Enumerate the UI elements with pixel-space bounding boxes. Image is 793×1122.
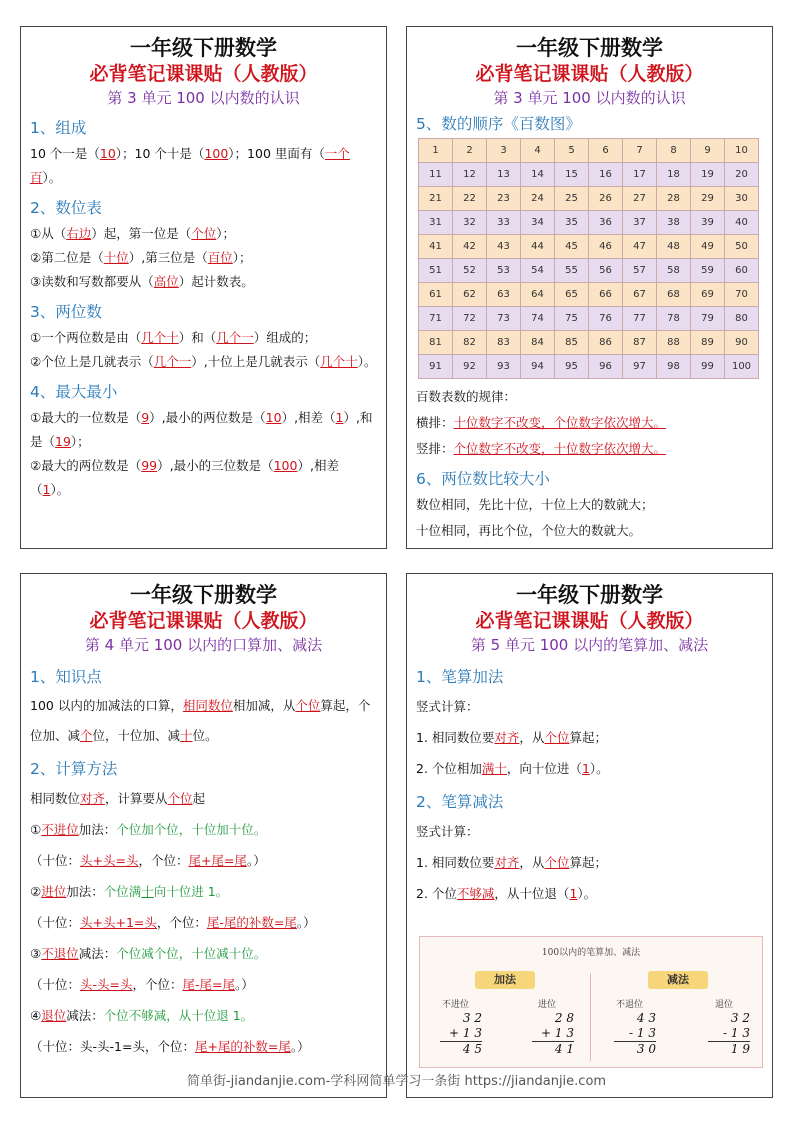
hundred-chart-cell: 28 (657, 187, 691, 211)
hundred-chart-cell: 32 (453, 211, 487, 235)
hundred-chart-cell: 46 (589, 235, 623, 259)
hundred-chart-cell: 31 (419, 211, 453, 235)
hundred-chart-cell: 60 (725, 259, 759, 283)
hundred-chart-cell: 53 (487, 259, 521, 283)
hundred-chart-cell: 8 (657, 139, 691, 163)
hundred-chart-cell: 68 (657, 283, 691, 307)
hundred-chart-cell: 45 (555, 235, 589, 259)
hundred-chart-cell: 12 (453, 163, 487, 187)
hundred-chart-cell: 71 (419, 307, 453, 331)
place-value-line-2: ②第二位是（十位）,第三位是（百位）； (30, 250, 252, 265)
hundred-chart-cell: 74 (521, 307, 555, 331)
hundred-chart-cell: 47 (623, 235, 657, 259)
hundred-chart-cell: 96 (589, 355, 623, 379)
hundred-chart-cell: 86 (589, 331, 623, 355)
method-line-3: ③不退位减法：个位减个位，十位减十位。 (30, 946, 267, 961)
calc-example-1: 3 2 + 1 3 4 5 (440, 1011, 482, 1057)
hundred-chart-cell: 35 (555, 211, 589, 235)
hundred-chart-cell: 59 (691, 259, 725, 283)
hundred-chart-cell: 90 (725, 331, 759, 355)
label-no-borrow: 不退位 (616, 1000, 644, 1010)
hundred-chart-cell: 22 (453, 187, 487, 211)
hundred-chart-cell: 70 (725, 283, 759, 307)
hundred-chart-cell: 73 (487, 307, 521, 331)
calc-example-4: 3 2 - 1 3 1 9 (708, 1011, 750, 1057)
section-method: 2、计算方法 (30, 760, 118, 778)
hundred-chart-cell: 58 (657, 259, 691, 283)
max-min-line-1: ①最大的一位数是（9）,最小的两位数是（10）,相差（1）,和是（19）； (30, 410, 373, 449)
card-unit4 (20, 573, 387, 1098)
hundred-chart-cell: 72 (453, 307, 487, 331)
hundred-chart-cell: 34 (521, 211, 555, 235)
card-unit5 (406, 573, 773, 1098)
vertical-calculation-illustration (419, 936, 763, 1068)
method-line-2: ②进位加法：个位满十向十位进 1。 (30, 884, 229, 899)
hundred-chart-cell: 2 (453, 139, 487, 163)
hundred-chart-cell: 36 (589, 211, 623, 235)
hundred-chart-cell: 78 (657, 307, 691, 331)
section-max-min: 4、最大最小 (30, 383, 118, 401)
hundred-chart-row (419, 355, 759, 379)
method-rule-3: （十位：头-头=头，个位：尾-尾=尾。） (30, 977, 254, 992)
card-title: 一年级下册数学 (516, 35, 663, 60)
hundred-chart-cell: 93 (487, 355, 521, 379)
hundred-chart-row (419, 283, 759, 307)
hundred-chart-cell: 81 (419, 331, 453, 355)
hundred-chart-cell: 85 (555, 331, 589, 355)
hundred-chart-cell: 43 (487, 235, 521, 259)
hundred-chart-cell: 37 (623, 211, 657, 235)
hundred-chart-cell: 92 (453, 355, 487, 379)
section-composition: 1、组成 (30, 119, 87, 137)
knowledge-text: 100 以内的加减法的口算，相同数位相加减，从个位算起，个位加、减个位，十位加、减十位。 (30, 698, 371, 743)
hundred-chart-cell: 55 (555, 259, 589, 283)
hundred-chart-cell: 99 (691, 355, 725, 379)
card-unit3-part2 (406, 26, 773, 549)
hundred-chart-cell: 10 (725, 139, 759, 163)
calc-example-3: 4 3 - 1 3 3 0 (614, 1011, 656, 1057)
hundred-chart-cell: 20 (725, 163, 759, 187)
hundred-chart-cell: 88 (657, 331, 691, 355)
footer-watermark: 简单街-jiandanjie.com-学科网简单学习一条街 https://jiandanjie.com (186, 1074, 607, 1089)
card-subtitle: 必背笔记课课贴（人教版） (89, 63, 318, 85)
hundred-chart-cell: 51 (419, 259, 453, 283)
hundred-chart-cell: 23 (487, 187, 521, 211)
method-rule-2: （十位：头+头+1=头，个位：尾-尾的补数=尾。） (30, 915, 316, 930)
hundred-chart-cell: 39 (691, 211, 725, 235)
card-subtitle: 必背笔记课课贴（人教版） (89, 610, 318, 632)
sub-rule-1: 1. 相同数位要对齐，从个位算起； (416, 855, 607, 870)
hundred-chart-cell: 26 (589, 187, 623, 211)
hundred-chart-row (419, 163, 759, 187)
illustration-title: 100以内的笔算加、减法 (541, 948, 641, 958)
section-compare: 6、两位数比较大小 (416, 470, 550, 488)
hundred-chart-cell: 3 (487, 139, 521, 163)
hundred-chart-row (419, 211, 759, 235)
label-carry: 进位 (538, 1000, 557, 1010)
hundred-chart-cell: 94 (521, 355, 555, 379)
hundred-chart-cell: 9 (691, 139, 725, 163)
card-title: 一年级下册数学 (130, 35, 277, 60)
vertical-calc-label-2: 竖式计算： (416, 824, 479, 839)
compare-line-1: 数位相同，先比十位，十位上大的数就大； (416, 497, 654, 512)
calc-example-2: 2 8 + 1 3 4 1 (532, 1011, 574, 1057)
composition-text: 10 个一是（10）；10 个十是（100）；100 里面有（一个百）。 (30, 146, 350, 185)
card-subtitle: 必背笔记课课贴（人教版） (475, 63, 704, 85)
method-rule-4: （十位：头-头-1=头，个位：尾+尾的补数=尾。） (30, 1039, 310, 1054)
label-borrow: 退位 (715, 1000, 734, 1010)
hundred-chart-cell: 42 (453, 235, 487, 259)
hundred-chart-cell: 79 (691, 307, 725, 331)
hundred-chart-cell: 11 (419, 163, 453, 187)
hundred-chart-cell: 95 (555, 355, 589, 379)
hundred-chart-cell: 67 (623, 283, 657, 307)
hundred-chart-cell: 65 (555, 283, 589, 307)
hundred-chart-cell: 7 (623, 139, 657, 163)
hundred-chart-cell: 64 (521, 283, 555, 307)
section-hundred-chart: 5、数的顺序《百数图》 (416, 115, 581, 133)
hundred-chart-cell: 21 (419, 187, 453, 211)
hundred-chart-cell: 24 (521, 187, 555, 211)
hundred-chart-cell: 27 (623, 187, 657, 211)
hundred-chart-cell: 1 (419, 139, 453, 163)
hundred-chart-cell: 62 (453, 283, 487, 307)
hundred-chart-cell: 25 (555, 187, 589, 211)
hundred-chart-row (419, 139, 759, 163)
hundred-chart-cell: 57 (623, 259, 657, 283)
compare-line-2: 十位相同，再比个位，个位大的数就大。 (416, 523, 642, 538)
hundred-chart-cell: 91 (419, 355, 453, 379)
add-rule-1: 1. 相同数位要对齐，从个位算起； (416, 730, 607, 745)
hundred-chart-cell: 44 (521, 235, 555, 259)
two-digit-line-2: ②个位上是几就表示（几个一）,十位上是几就表示（几个十）。 (30, 354, 377, 369)
add-rule-2: 2. 个位相加满十，向十位进（1）。 (416, 761, 609, 776)
section-written-sub: 2、笔算减法 (416, 793, 504, 811)
divider (590, 973, 591, 1061)
hundred-chart-cell: 4 (521, 139, 555, 163)
hundred-chart-cell: 69 (691, 283, 725, 307)
hundred-chart-cell: 100 (725, 355, 759, 379)
section-two-digit: 3、两位数 (30, 303, 102, 321)
hundred-chart-cell: 77 (623, 307, 657, 331)
method-line-4: ④退位减法：个位不够减，从十位退 1。 (30, 1008, 254, 1023)
hundred-chart-cell: 98 (657, 355, 691, 379)
hundred-chart-cell: 76 (589, 307, 623, 331)
place-value-line-1: ①从（右边）起，第一位是（个位）； (30, 226, 236, 241)
hundred-chart-cell: 87 (623, 331, 657, 355)
hundred-chart-cell: 40 (725, 211, 759, 235)
unit-title: 第 3 单元 100 以内数的认识 (493, 89, 686, 107)
unit-title: 第 4 单元 100 以内的口算加、减法 (84, 636, 323, 654)
hundred-chart-row (419, 187, 759, 211)
hundred-chart-row (419, 307, 759, 331)
hundred-chart-table (418, 138, 759, 379)
hundred-chart-cell: 75 (555, 307, 589, 331)
hundred-chart-cell: 56 (589, 259, 623, 283)
hundred-chart-cell: 50 (725, 235, 759, 259)
hundred-chart-cell: 15 (555, 163, 589, 187)
place-value-line-3: ③读数和写数都要从（高位）起计数表。 (30, 274, 254, 289)
card-title: 一年级下册数学 (516, 582, 663, 607)
method-line-1: ①不进位加法：个位加个位，十位加十位。 (30, 822, 267, 837)
hundred-chart-cell: 63 (487, 283, 521, 307)
hundred-chart-cell: 84 (521, 331, 555, 355)
hundred-chart-cell: 33 (487, 211, 521, 235)
hundred-chart-cell: 41 (419, 235, 453, 259)
hundred-chart-cell: 48 (657, 235, 691, 259)
unit-title: 第 3 单元 100 以内数的认识 (107, 89, 300, 107)
section-place-value: 2、数位表 (30, 199, 102, 217)
label-no-carry: 不进位 (442, 1000, 470, 1010)
addition-tag: 加法 (475, 971, 535, 989)
max-min-line-2: ②最大的两位数是（99）,最小的三位数是（100）,相差（1）。 (30, 458, 339, 497)
card-title: 一年级下册数学 (130, 582, 277, 607)
hundred-chart-cell: 13 (487, 163, 521, 187)
hundred-chart-cell: 5 (555, 139, 589, 163)
hundred-chart-cell: 66 (589, 283, 623, 307)
card-subtitle: 必背笔记课课贴（人教版） (475, 610, 704, 632)
hundred-chart-cell: 61 (419, 283, 453, 307)
hundred-chart-cell: 30 (725, 187, 759, 211)
two-digit-line-1: ①一个两位数是由（几个十）和（几个一）组成的； (30, 330, 317, 345)
hundred-chart-cell: 29 (691, 187, 725, 211)
hundred-chart-cell: 19 (691, 163, 725, 187)
method-rule-1: （十位：头+头=头，个位：尾+尾=尾。） (30, 853, 266, 868)
method-line-0: 相同数位对齐，计算要从个位起 (30, 791, 206, 806)
hundred-chart-cell: 80 (725, 307, 759, 331)
hundred-chart-cell: 16 (589, 163, 623, 187)
vertical-calc-label-1: 竖式计算： (416, 699, 479, 714)
hundred-chart-cell: 38 (657, 211, 691, 235)
hundred-chart-row (419, 259, 759, 283)
hundred-chart-cell: 52 (453, 259, 487, 283)
subtraction-tag: 减法 (648, 971, 708, 989)
rule-vertical: 竖排：个位数字不改变，十位数字依次增大。 (416, 441, 667, 456)
hundred-chart-cell: 18 (657, 163, 691, 187)
rule-title: 百数表数的规律： (416, 389, 517, 404)
hundred-chart-cell: 17 (623, 163, 657, 187)
sub-rule-2: 2. 个位不够减，从十位退（1）。 (416, 886, 597, 901)
hundred-chart-cell: 49 (691, 235, 725, 259)
hundred-chart-row (419, 331, 759, 355)
hundred-chart-cell: 97 (623, 355, 657, 379)
hundred-chart-cell: 89 (691, 331, 725, 355)
card-unit3-part1 (20, 26, 387, 549)
hundred-chart-cell: 14 (521, 163, 555, 187)
hundred-chart-cell: 54 (521, 259, 555, 283)
unit-title: 第 5 单元 100 以内的笔算加、减法 (470, 636, 709, 654)
hundred-chart-cell: 83 (487, 331, 521, 355)
section-written-add: 1、笔算加法 (416, 668, 504, 686)
rule-horizontal: 横排：十位数字不改变，个位数字依次增大。 (416, 415, 667, 430)
hundred-chart-row (419, 235, 759, 259)
hundred-chart-cell: 6 (589, 139, 623, 163)
hundred-chart-cell: 82 (453, 331, 487, 355)
section-knowledge: 1、知识点 (30, 668, 102, 686)
